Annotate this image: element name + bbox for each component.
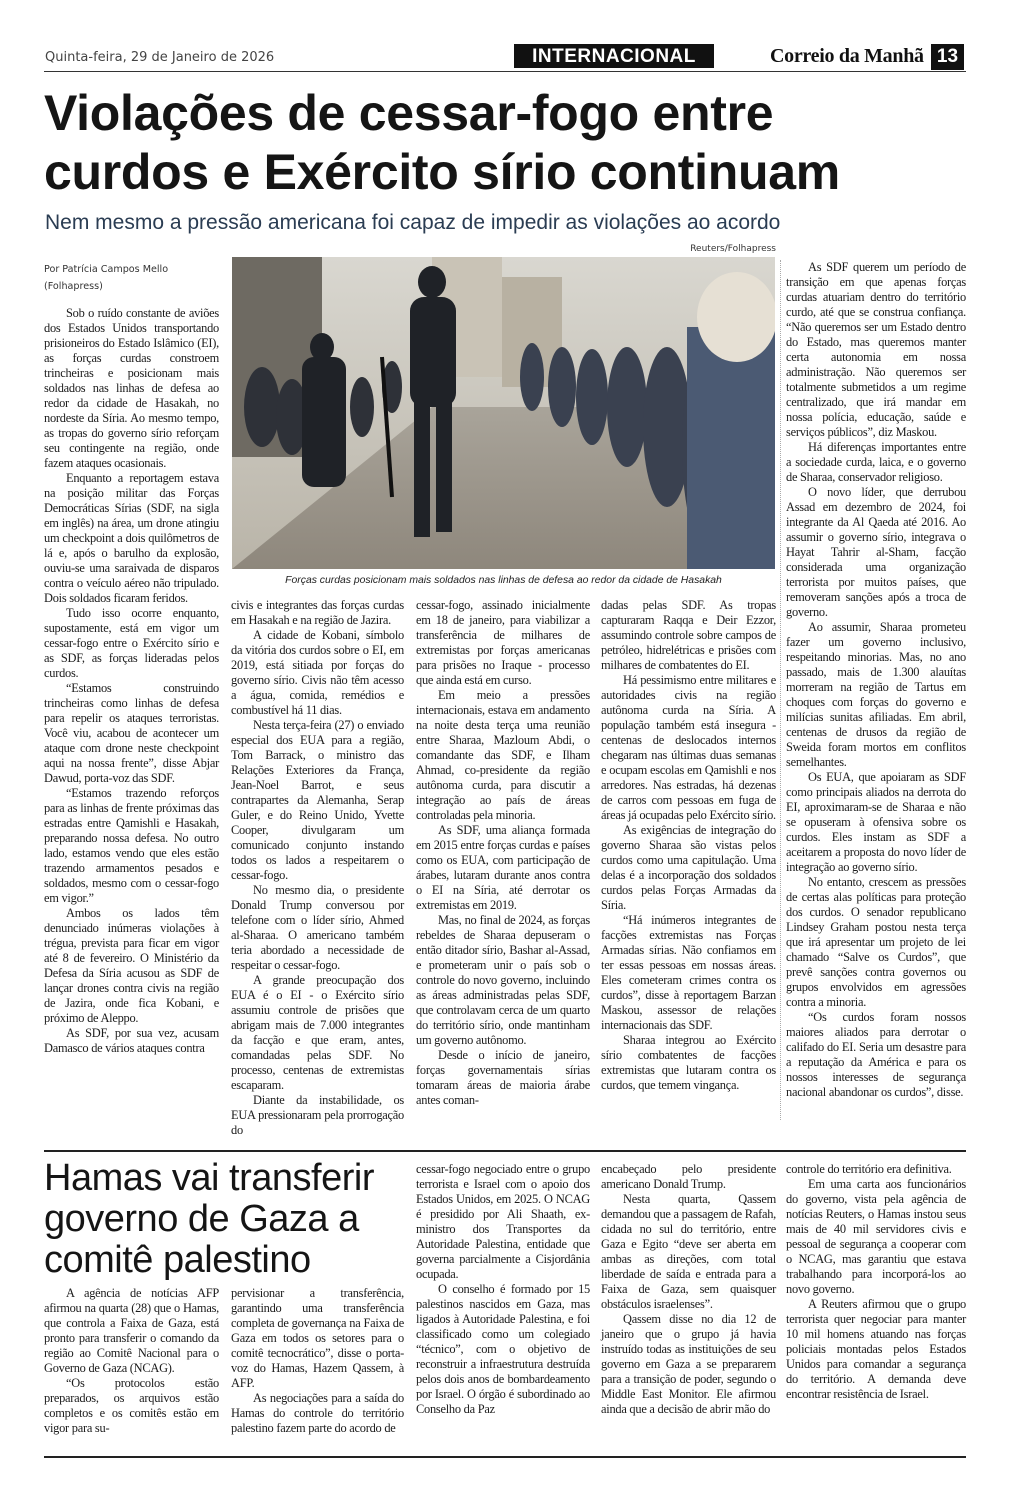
paragraph: civis e integrantes das forças curdas em Hasakah e na região de Jazira. xyxy=(231,598,404,627)
headline-line: curdos e Exército sírio continuam xyxy=(44,144,840,200)
header-rule xyxy=(44,71,966,72)
article2-column-1 xyxy=(44,1286,219,1436)
paragraph: O conselho é formado por 15 palestinos nascidos em Gaza, mas ligados à Autoridade Palestina, e foi classificado como um colegiado “técnico”, com o objetivo de reconstruir a infraestrutura destruída pelos dois anos de bombardeamento por Israel. O órgão é subordinado ao Conselho da Paz xyxy=(416,1282,590,1416)
headline-line: governo de Gaza a xyxy=(44,1198,359,1240)
headline-line: Hamas vai transferir xyxy=(44,1157,374,1199)
paragraph: Sob o ruído constante de aviões dos Estados Unidos transportando prisioneiros do Estado Islâmico (EI), as forças curdas constroem trincheiras e posicionam mais soldados nas linhas de defesa ao redor da cidade de Hasakah, no nordeste da Síria. Ao mesmo tempo, as tropas do governo sírio reforçam seu contingente na região, onde fazem ataques ocasionais. xyxy=(44,306,219,470)
byline-author: Por Patrícia Campos Mello xyxy=(44,264,169,275)
article1-column-5 xyxy=(786,260,966,1100)
article-headline xyxy=(44,84,974,202)
paragraph: Qassem disse no dia 12 de janeiro que o grupo já havia instruído todas as instituições de seu governo em Gaza a se prepararem para a transição de poder, segundo o Middle East Monitor. Ele afirmou ainda que a decisão de abrir mão do xyxy=(601,1312,776,1416)
paragraph: Diante da instabilidade, os EUA pressionaram pela prorrogação do xyxy=(231,1093,404,1137)
photo-soldiers-street xyxy=(232,257,775,569)
newspaper-logo: Correio da Manhã xyxy=(770,45,924,67)
paragraph: Há pessimismo entre militares e autoridades civis na região autônoma curda na Síria. A população também está insegura -centenas de deslocados internos chegaram nas últimas duas semanas e ocupam escolas em Qamishli e nos arredores. Nas estradas, há dezenas de carros com pessoas em fuga de áreas já ocupadas pelo Exército sírio. xyxy=(601,673,776,822)
paragraph: A Reuters afirmou que o grupo terrorista quer negociar para manter 10 mil homens atuando nas forças policiais montadas pelos Estados Unidos para comandar a segurança do território. A demanda deve encontrar resistência de Israel. xyxy=(786,1297,966,1401)
article2-column-4 xyxy=(601,1162,776,1417)
paragraph: No mesmo dia, o presidente Donald Trump conversou por telefone com o líder sírio, Ahmed al-Sharaa. O americano também teria abordado a necessidade de respeitar o cessar-fogo. xyxy=(231,883,404,972)
section-label: INTERNACIONAL xyxy=(514,44,714,68)
photo-credit: Reuters/Folhapress xyxy=(690,244,776,254)
paragraph: Nesta quarta, Qassem demandou que a passagem de Rafah, cidada no sul do território, entre Gaza e Egito “deve ser aberta em ambas as direções, com total liberdade de saída e entrada para a Faixa de Gaza, sem quaisquer obstáculos israelenses”. xyxy=(601,1192,776,1311)
news-photo xyxy=(232,257,775,569)
paragraph: As SDF, por sua vez, acusam Damasco de vários ataques contra xyxy=(44,1026,219,1055)
article2-column-3 xyxy=(416,1162,590,1417)
byline xyxy=(44,261,219,295)
paragraph: Desde o início de janeiro, forças governamentais sírias tomaram áreas de maioria árabe antes coman- xyxy=(416,1048,590,1107)
article-subtitle: Nem mesmo a pressão americana foi capaz de impedir as violações ao acordo xyxy=(45,211,781,234)
paragraph: O novo líder, que derrubou Assad em dezembro de 2024, foi integrante da Al Qaeda até 2016. Ao assumir o governo sírio, integrava o Hayat Tahrir al-Sham, facção considerada uma organização terrorista por muitos países, que removeram sanções após a troca de governo. xyxy=(786,485,966,619)
paragraph: “Estamos construindo trincheiras como linhas de defesa para repelir os ataques terroristas. Você viu, acabou de acontecer um ataque com drone neste checkpoint aqui na nossa frente”, disse Abjar Dawud, porta-voz das SDF. xyxy=(44,681,219,785)
paragraph: Em uma carta aos funcionários do governo, vista pela agência de notícias Reuters, o Hamas instou seus mais de 40 mil servidores civis e pessoal de segurança a cooperar com o NCAG, mas garantiu que estava trabalhando para incorporá-los ao novo governo. xyxy=(786,1177,966,1296)
paragraph: Ao assumir, Sharaa prometeu fazer um governo inclusivo, respeitando minorias. Mas, no ano passado, mais de 1.300 alauítas morreram na região de Tartus em choques com forças do governo e milícias sunitas afiliadas. Em abril, centenas de drusos da região de Sweida foram mortos em conflitos semelhantes. xyxy=(786,620,966,769)
paragraph: Tudo isso ocorre enquanto, supostamente, está em vigor um cessar-fogo entre o Exército sírio e as SDF, as forças lideradas pelos curdos. xyxy=(44,606,219,680)
article1-column-3 xyxy=(416,598,590,1108)
paragraph: Sharaa integrou ao Exército sírio combatentes de facções extremistas que lutaram contra os curdos, que temem vingança. xyxy=(601,1033,776,1092)
paragraph: As exigências de integração do governo Sharaa são vistas pelos curdos como uma capitulação. Uma delas é a incorporação dos soldados curdos pelas Forças Armadas da Síria. xyxy=(601,823,776,912)
issue-date: Quinta-feira, 29 de Janeiro de 2026 xyxy=(45,50,275,65)
paragraph: As SDF querem um período de transição em que apenas forças curdas atuariam dentro do território curdo, até que se construa confiança. “Não queremos ser um Estado dentro do Estado, mas queremos manter certa autonomia em nossa administração. Não queremos ser totalmente submetidos a um regime centralizado, que irá mandar em nossa polícia, educação, saúde e serviços públicos”, diz Maskou. xyxy=(786,260,966,439)
paragraph: “Estamos trazendo reforços para as linhas de frente próximas das estradas entre Qamishli e Hasakah, preparando nossa defesa. No outro lado, estamos vendo que eles estão trazendo armamentos pesados e soldados, mesmo com o cessar-fogo em vigor.” xyxy=(44,786,219,905)
paragraph: cessar-fogo, assinado inicialmente em 18 de janeiro, para viabilizar a transferência de milhares de extremistas por forças americanas para prisões no Iraque - processo que ainda está em curso. xyxy=(416,598,590,687)
paragraph: controle do território era definitiva. xyxy=(786,1162,952,1176)
article2-column-5 xyxy=(786,1162,966,1402)
headline-line: comitê palestino xyxy=(44,1239,311,1281)
byline-source: (Folhapress) xyxy=(44,281,103,292)
paragraph: Em meio a pressões internacionais, estava em andamento na noite desta terça uma reunião entre Sharaa, Mazloum Abdi, o comandante das SDF, e Ilham Ahmad, co-presidente da região autônoma curda, para discutir a integração ao país de áreas controladas pela minoria. xyxy=(416,688,590,822)
paragraph: Mas, no final de 2024, as forças rebeldes de Sharaa depuseram o então ditador sírio, Bashar al-Assad, e prometeram unir o país sob o controle do novo governo, incluindo as áreas administradas pelas SDF, que controlavam cerca de um quarto do território sírio, onde mantinham um governo autônomo. xyxy=(416,913,590,1047)
paragraph: Ambos os lados têm denunciado inúmeras violações à trégua, prevista para ficar em vigor até 8 de fevereiro. O Ministério da Defesa da Síria acusou as SDF de lançar drones contra civis na região de Jazira, onde fica Kobani, e próximo de Aleppo. xyxy=(44,906,219,1025)
article1-column-1 xyxy=(44,306,219,1056)
column-divider xyxy=(780,260,781,1120)
paragraph: A grande preocupação dos EUA é o EI - o Exército sírio assumiu controle de prisões que abrigam mais de 7.000 integrantes da facção e que eram, antes, comandadas pelas SDF. No processo, centenas de extremistas escaparam. xyxy=(231,973,404,1092)
paragraph: “Há inúmeros integrantes de facções extremistas nas Forças Armadas sírias. Não confiamos em ter essas pessoas em nossas áreas. Eles cometeram crimes contra os curdos”, disse à reportagem Barzan Maskou, assessor de relações internacionais das SDF. xyxy=(601,913,776,1032)
paragraph: Os EUA, que apoiaram as SDF como principais aliados na derrota do EI, aproximaram-se de Sharaa e não se opuseram à ofensiva sobre os curdos. Eles instam as SDF a aceitarem a proposta do novo líder de integração ao governo sírio. xyxy=(786,770,966,874)
paragraph: As SDF, uma aliança formada em 2015 entre forças curdas e países como os EUA, com participação de árabes, lutaram durante anos contra o EI na Síria, até derrotar os extremistas em 2019. xyxy=(416,823,590,912)
paragraph: “Os protocolos estão preparados, os arquivos estão completos e os comitês estão em vigor para su- xyxy=(44,1376,219,1435)
article-divider xyxy=(44,1150,966,1152)
page-number: 13 xyxy=(931,44,964,70)
paragraph: encabeçado pelo presidente americano Donald Trump. xyxy=(601,1162,776,1191)
paragraph: No entanto, crescem as pressões de certas alas políticas para proteção dos curdos. O senador republicano Lindsey Graham postou nesta terça que irá apresentar um projeto de lei chamado “Salve os Curdos”, que prevê sanções contra governos ou grupos envolvidos em agressões contra a minoria. xyxy=(786,875,966,1009)
paragraph: As negociações para a saída do Hamas do controle do território palestino fazem parte do acordo de xyxy=(231,1391,404,1435)
paragraph: “Os curdos foram nossos maiores aliados para derrotar o califado do EI. Seria um desastre para a reputação da América e para os nossos interesses de segurança nacional abandonar os curdos”, disse. xyxy=(786,1010,966,1099)
paragraph: A cidade de Kobani, símbolo da vitória dos curdos sobre o EI, em 2019, está sitiada por forças do governo sírio. Civis não têm acesso a água, comida, remédios e combustível há 11 dias. xyxy=(231,628,404,717)
page-bottom-rule xyxy=(44,1456,966,1458)
paragraph: Enquanto a reportagem estava na posição militar das Forças Democráticas Sírias (SDF, na sigla em inglês) na área, um drone atingiu um checkpoint a dois quilômetros de lá e, após o barulho da explosão, ouviu-se uma saraivada de disparos contra o veículo aéreo não tripulado. Dois soldados ficaram feridos. xyxy=(44,471,219,605)
paragraph: Nesta terça-feira (27) o enviado especial dos EUA para a região, Tom Barrack, o ministro das Relações Exteriores da França, Jean-Noel Barrot, e seus contrapartes da Alemanha, Serap Guler, e do Reino Unido, Yvette Cooper, divulgaram um comunicado conjunto instando todos os lados a respeitarem o cessar-fogo. xyxy=(231,718,404,882)
article1-column-4 xyxy=(601,598,776,1093)
paragraph: cessar-fogo negociado entre o grupo terrorista e Israel com o apoio dos Estados Unidos, em 2025. O NCAG é presidido por Ali Shaath, ex-ministro dos Transportes da Autoridade Palestina, entidade que governa parcialmente a Cisjordânia ocupada. xyxy=(416,1162,590,1281)
paragraph: dadas pelas SDF. As tropas capturaram Raqqa e Deir Ezzor, assumindo controle sobre campos de petróleo, hidrelétricas e prisões com milhares de combatentes do EI. xyxy=(601,598,776,672)
paragraph: pervisionar a transferência, garantindo uma transferência completa de governança na Faixa de Gaza em todos os setores para o comitê tecnocrático”, disse o porta-voz do Hamas, Hazem Qassem, à AFP. xyxy=(231,1286,404,1390)
photo-caption: Forças curdas posicionam mais soldados nas linhas de defesa ao redor da cidade de Hasakah xyxy=(285,575,722,586)
article2-headline xyxy=(44,1158,414,1281)
paragraph: A agência de notícias AFP afirmou na quarta (28) que o Hamas, que controla a Faixa de Gaza, está pronto para transferir o comando da região ao Comitê Nacional para o Governo de Gaza (NCAG). xyxy=(44,1286,219,1375)
article2-column-2 xyxy=(231,1286,404,1436)
paragraph: Há diferenças importantes entre a sociedade curda, laica, e o governo de Sharaa, conservador religioso. xyxy=(786,440,966,484)
headline-line: Violações de cessar-fogo entre xyxy=(44,85,774,141)
article1-column-2 xyxy=(231,598,404,1138)
